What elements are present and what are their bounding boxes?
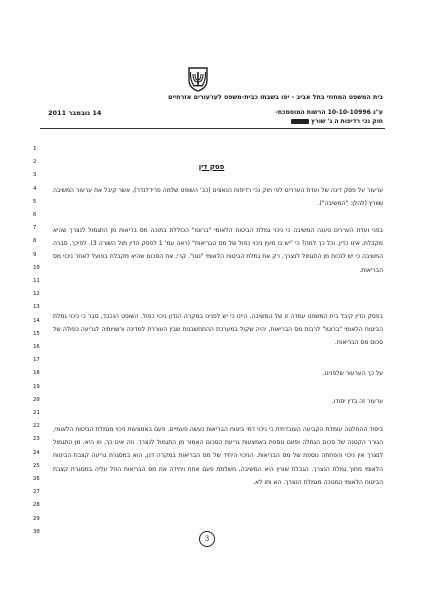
line-number: 26: [33, 476, 40, 482]
line-number: 3: [33, 172, 37, 179]
line-number: 10: [33, 264, 40, 271]
line-number: 1: [33, 146, 37, 152]
line-number: 13: [33, 304, 40, 311]
paragraph-3: בפסק הדין קיבל בית המשפט עמדה זו של המשיבה, היינו כי יש לפנינו במקרה הנדון ניכוי כפול. השופט הנכבד, סבר כי ניכוי גמלת הביטוח הלאומי "ברוטו" לרבות מס הבריאות, יהיה שקול במערכת ההתחשבנות שבין העוררת למדינה ורשויותיה לגריעה כפולה של סכום מס הבריאות.: [53, 313, 383, 347]
line-number: 8: [33, 238, 37, 245]
line-number: 11: [33, 278, 40, 284]
line-number: 2: [33, 159, 37, 166]
line-number: 4: [33, 185, 37, 192]
line-number: 7: [33, 225, 37, 232]
header-divider: [40, 128, 385, 129]
line-number: 16: [33, 344, 40, 350]
line-number: 5: [33, 198, 37, 205]
line-number: 27: [33, 489, 40, 496]
judgment-date: 14 נובמבר 2011: [48, 109, 102, 117]
document-title: פסק דין: [198, 163, 225, 171]
line-number: 6: [33, 212, 37, 218]
line-number: 12: [33, 291, 40, 298]
line-number: 14: [33, 317, 40, 324]
line-number: 29: [33, 515, 40, 522]
line-number: 22: [33, 423, 40, 430]
line-number: 9: [33, 251, 37, 258]
line-number: 28: [33, 502, 40, 509]
paragraph-5: ערעור זה בדין יסודו.: [331, 398, 383, 405]
line-number: 24: [33, 449, 40, 456]
line-number: 20: [33, 396, 40, 403]
line-number: 21: [33, 410, 40, 416]
line-number: 25: [33, 462, 40, 469]
line-number: 23: [33, 436, 40, 443]
paragraph-6: ביסוד ההחלטה עומדת הקביעה העובדתית כי ניכוי דמי ביטוח הבריאות נעשה פעמיים. פעם באמצעות ניכוי מגמלת הביטוח הלאומי, הגורר הקטנה של סכום הגמלה ופעם נוספת באמצעות גריעת הסכום האמור מן התגמול לנצרך. וזה אינו כך, וזו היא. מן התגמול לנצרך אין ניכוי והפחתה נוספת של מס הבריאות. הניכוי היחיד של מס הבריאות במקרה דנן, הוא במסגרת גריעה קצבת הביטוח הלאומי מתוך גמלת הנצרך. הגבלת שורץ היא המשיבה, משלמת פעם אחת ויחידה את מס הבריאות החל עליה במסגרת קצבת הביטוח הלאומי המנוכה מגמלת הנצרך. הא ותו לא.: [53, 426, 383, 486]
line-number: 19: [33, 383, 40, 390]
redaction-mark: [291, 119, 309, 124]
line-number: 18: [33, 370, 40, 377]
case-name: [291, 118, 383, 125]
line-number: 15: [33, 330, 40, 337]
case-name-text: חוק נכי רדיפות ה ג' שורץ: [311, 118, 383, 125]
case-number: ע"נ 10-10-10996 הרשות המוסמכת-: [275, 109, 383, 116]
line-number: 17: [33, 357, 40, 364]
line-number: 30: [33, 528, 40, 535]
paragraph-1: ערעור על פסק דינה של ועדת העררים לפי חוק נכי רדיפות הנאצים (כב' השופט שלמה פרידלנדר), אשר קיבל את ערעור המשיבה שוורץ (להלן: "המשיבה").: [53, 187, 383, 208]
paragraph-4: על כך הערעור שלפנינו.: [322, 370, 383, 377]
court-name: בית המשפט המחוזי בתל אביב - יפו בשבתו כבית-משפט לערעורים אזרחיים: [168, 94, 383, 101]
paragraph-2: בפני ועדת העררים טענה המשיבה כי ניכוי גמלת הביטוח הלאומי "ברוטו" הכוללת בתוכה מס בריאות מן התגמול לנצרך שהיא מקבלת, אינו כדין. וכל כך למה? כי "יש בו מעין ניכוי כפול של מס הבריאות" (ראה עמ' 1 לפסק הדין מול השורה 3). לפיכך, סברה המשיבה כי יש לנכות מן התגמול לנצרך, רק את גמלת הביטוח הלאומי "נטו". קרי, את הסכום שהיא מקבלת בפועל לאחר ניכוי מס הבריאות.: [53, 227, 383, 274]
page-number: 3: [199, 531, 215, 547]
state-emblem-icon: [185, 66, 211, 92]
